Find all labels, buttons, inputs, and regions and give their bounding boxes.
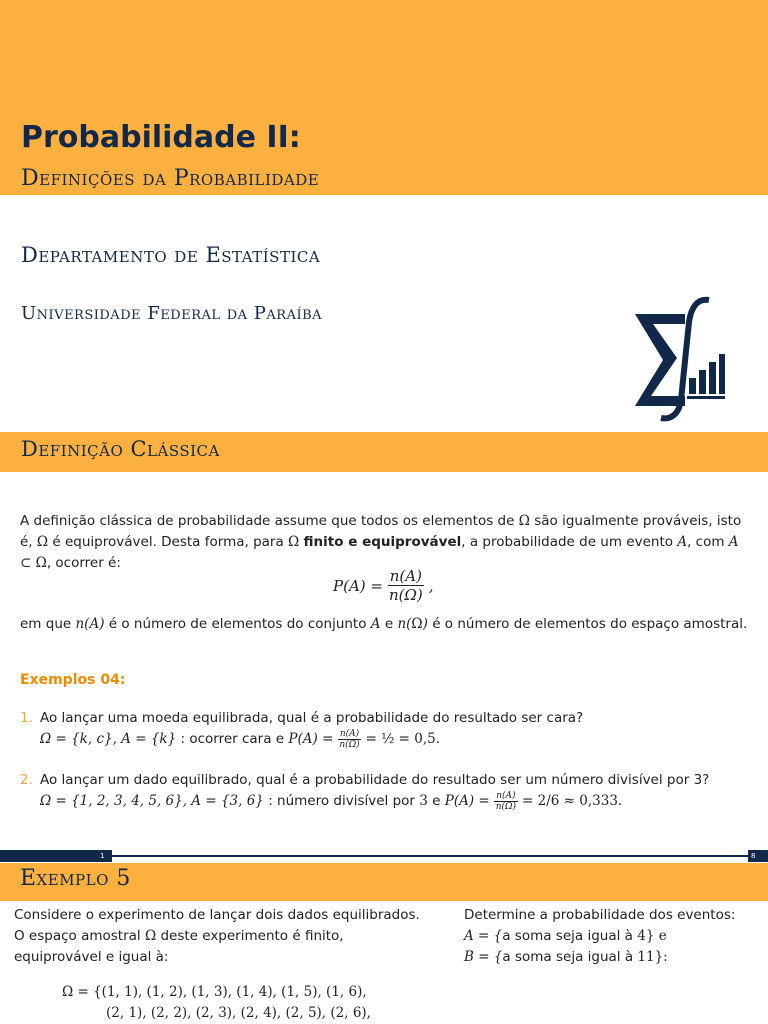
event-b-set: B = { [464,949,503,965]
text-span: O espaço amostral [14,928,141,944]
item-text: : número divisível por [268,793,415,809]
n-a-symbol: n(A) [75,616,105,632]
item-sets: Ω = {1, 2, 3, 4, 5, 6}, A = {3, 6} [40,793,264,809]
text-span: é equiprovável. Desta forma, para [52,534,284,550]
section-title: Exemplo 5 [20,866,131,891]
prob-fraction: $\frac{n(A)}{n(\Omega)}$ [495,791,517,812]
classical-formula: P(A) = $\frac{n(A)}{n(\Omega)}$ , [333,567,434,604]
list-item [20,770,750,812]
page-title: Probabilidade II: [21,120,301,155]
section-title: Definição Clássica [21,437,220,461]
text-span: A definição clássica de probabilidade assume que todos os elementos de [20,513,515,529]
text-line: Considere o experimento de lançar dois dados equilibrados. [14,907,420,923]
footer-line [112,855,748,857]
formula-numerator: n(A) [389,567,422,585]
text-span: , a probabilidade de um evento [461,534,674,550]
prob-expr: P(A) = [444,793,490,809]
event-a-set: A = { [464,928,503,944]
text-span: a soma seja igual à [502,928,633,944]
definition-explanation [20,614,750,635]
formula-lhs: P(A) = [333,576,383,595]
item-text: e [432,793,441,809]
omega-symbol: Ω [288,534,300,550]
text-span: são igualmente prováveis, isto é, [20,513,742,550]
sigma-integral-bars-icon [633,296,725,422]
omega-symbol: Ω [518,513,530,529]
page-subtitle: Definições da Probabilidade [21,166,320,191]
examples-heading: Exemplos 04: [20,672,126,688]
item-number: 2. [20,772,33,788]
footer-total-pages: 8 [751,852,756,860]
text-span: deste experimento é finito, [160,928,344,944]
sample-space-row: (2, 1), (2, 2), (2, 3), (2, 4), (2, 5), (2, 6), [106,1005,371,1021]
text-span: em que [20,616,72,632]
text-span: 4} e [637,928,667,944]
prob-fraction: $\frac{n(A)}{n(\Omega)}$ [339,729,360,750]
item-sets: Ω = {k, c}, A = {k} [40,731,177,747]
department-name: Departamento de Estatística [21,243,321,267]
text-span: 11}: [637,949,668,965]
text-line: equiprovável e igual à: [14,949,169,965]
university-name: Universidade Federal da Paraíba [21,303,323,324]
item-result: = ½ = 0,5. [365,731,441,747]
events-description [464,905,764,968]
prob-expr: P(A) = [288,731,334,747]
n-omega-symbol: n(Ω) [397,616,428,632]
text-span: e [384,616,394,632]
subset-expr: A ⊂ Ω [20,534,739,571]
formula-fraction [387,567,425,604]
item-text: : ocorrer cara e [180,731,285,747]
event-a: A [677,534,688,550]
omega-symbol: Ω [36,534,49,550]
sample-space-row: Ω = {(1, 1), (1, 2), (1, 3), (1, 4), (1, 5), (1, 6), [62,984,367,1000]
item-number: 1. [20,710,33,726]
sample-space-set [62,982,371,1024]
text-span: a soma seja igual à [502,949,634,965]
bold-phrase: finito e equiprovável [303,534,462,550]
formula-denominator: n(Ω) [388,586,423,604]
item-result: = 2/6 ≈ 0,333. [522,793,623,809]
experiment-description [14,905,434,968]
item-number-three: 3 [419,793,428,809]
text-span: é o número de elementos do espaço amostral. [432,616,748,632]
footer-page-number: 1 [100,852,105,860]
event-a: A [370,616,381,632]
list-item [20,708,750,750]
text-line: Determine a probabilidade dos eventos: [464,907,736,923]
text-span: é o número de elementos do conjunto [108,616,367,632]
omega-symbol: Ω [144,928,157,944]
footer-bar-left [0,850,112,862]
item-question: Ao lançar um dado equilibrado, qual é a probabilidade do resultado ser um número divisível por 3? [40,772,710,788]
definition-paragraph: A definição clássica de probabilidade assume que todos os elementos de Ω são igualmente prováveis, isto é, Ω é equiprovável. Desta forma, para Ω finito e equiprovável, a probabilidade de um evento A, com A ⊂ Ω, ocorrer é: [20,513,742,571]
item-question: Ao lançar uma moeda equilibrada, qual é a probabilidade do resultado ser cara? [40,710,584,726]
text-span: , com [687,534,725,550]
text-span: ocorrer é: [55,555,121,571]
